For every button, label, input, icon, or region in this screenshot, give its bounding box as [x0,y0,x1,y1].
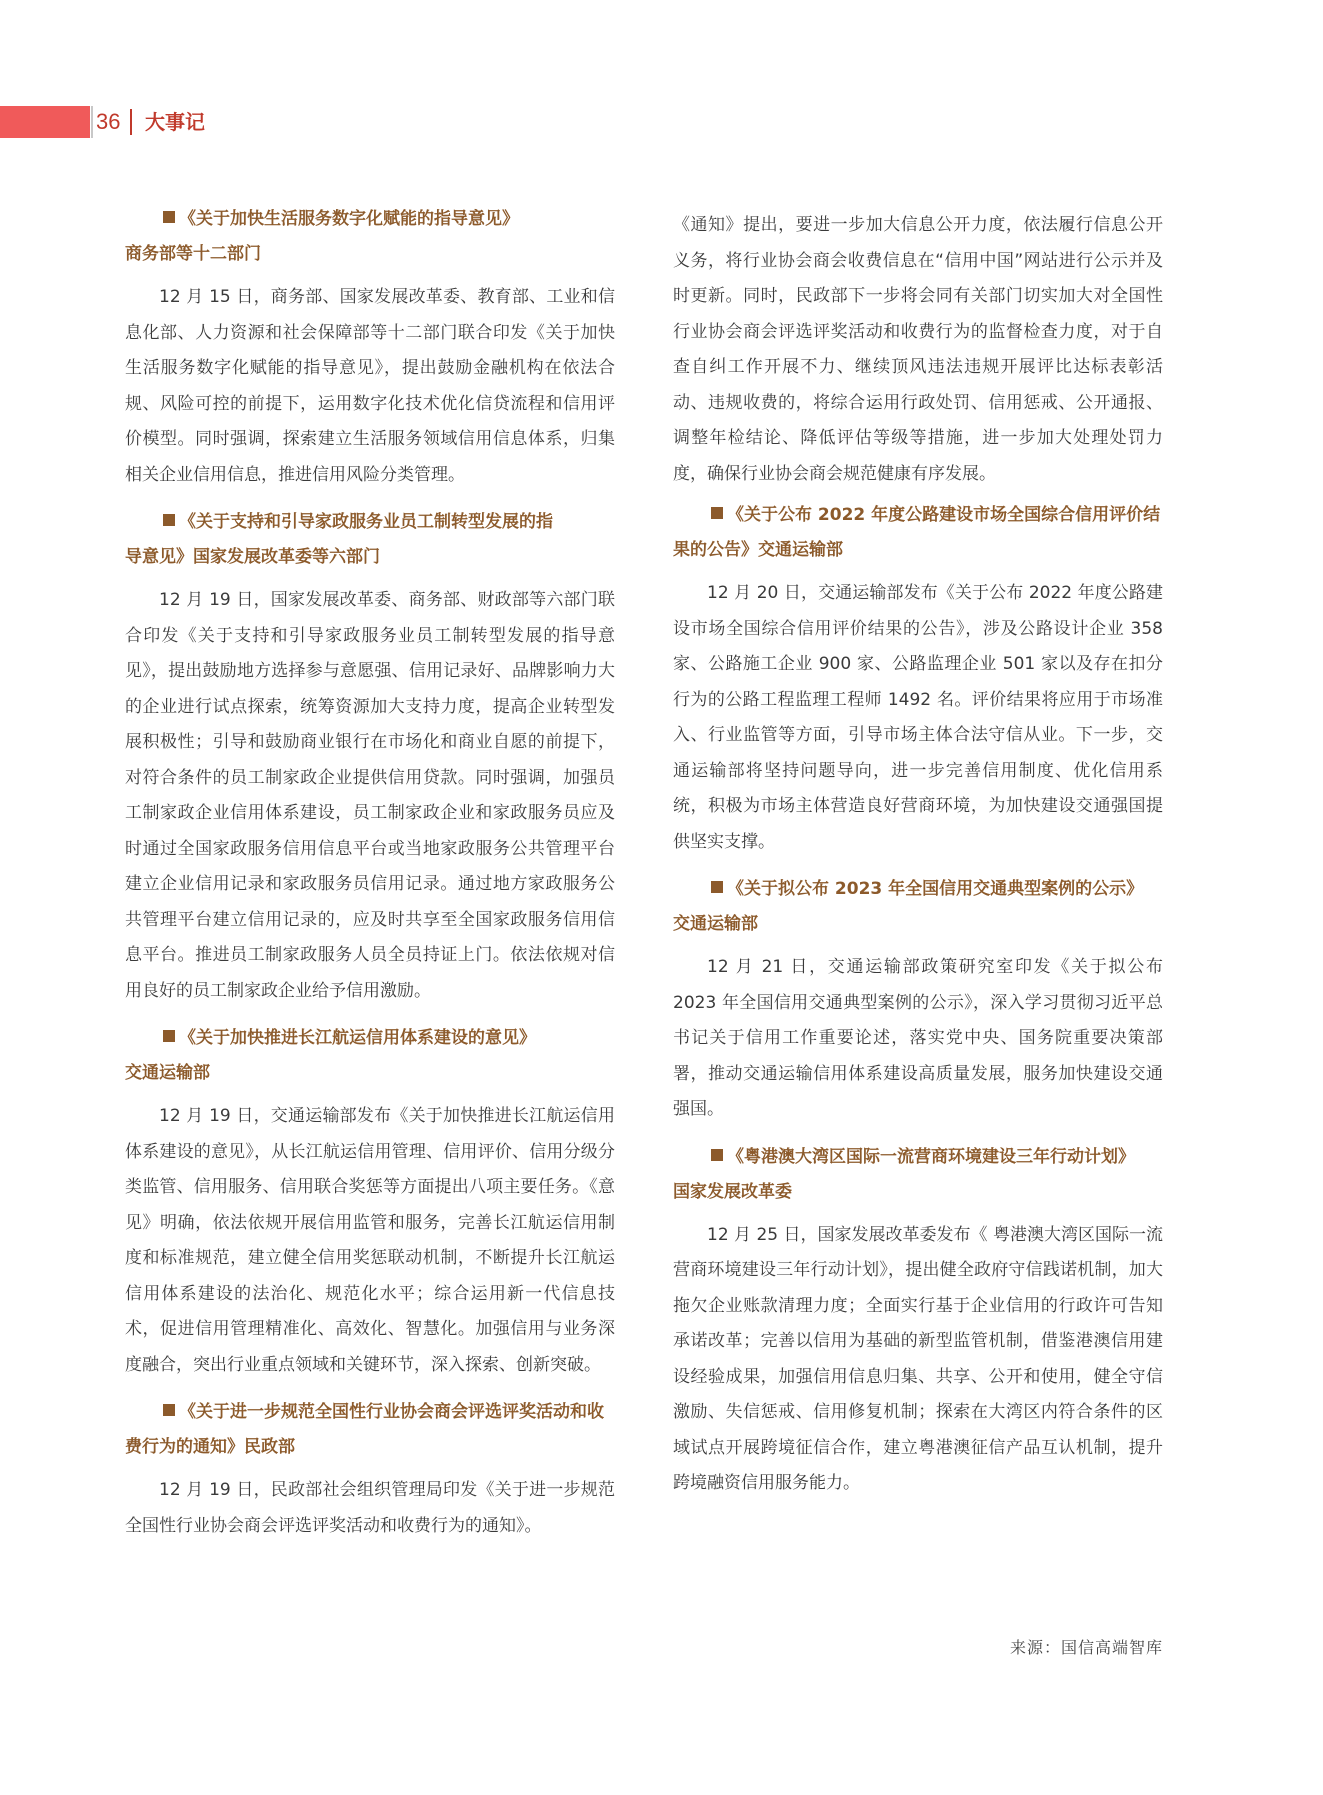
left-column [125,202,615,1556]
item-body: 12 月 19 日，交通运输部发布《关于加快推进长江航运信用体系建设的意见》，从长江航运信用管理、信用评价、信用分级分类监管、信用服务、信用联合奖惩等方面提出八项主要任务。《意见》明确，依法依规开展信用监管和服务，完善长江航运信用制度和标准规范，建立健全信用奖惩联动机制，不断提升长江航运信用体系建设的法治化、规范化水平；综合运用新一代信息技术，促进信用管理精准化、高效化、智慧化。加强信用与业务深度融合，突出行业重点领域和关键环节，深入探索、创新突破。 [125,1106,615,1375]
section-title: 大事记 [145,110,205,134]
news-item [125,505,615,1009]
item-title: 《关于加快推进长江航运信用体系建设的意见》 [125,1021,615,1056]
news-item [125,202,615,493]
item-title: 《关于进一步规范全国性行业协会商会评选评奖活动和收费行为的通知》民政部 [125,1402,604,1457]
news-item [673,498,1163,860]
bullet-square-icon [711,881,723,893]
continued-body: 《通知》提出，要进一步加大信息公开力度，依法履行信息公开义务，将行业协会商会收费信息在“信用中国”网站进行公示并及时更新。同时，民政部下一步将会同有关部门切实加大对全国性行业协会商会评选评奖活动和收费行为的监督检查力度，对于自查自纠工作开展不力、继续顶风违法违规开展评比达标表彰活动、违规收费的，将综合运用行政处罚、信用惩戒、公开通报、调整年检结论、降低评估等级等措施，进一步加大处理处罚力度，确保行业协会商会规范健康有序发展。 [673,215,1163,484]
item-body: 12 月 15 日，商务部、国家发展改革委、教育部、工业和信息化部、人力资源和社会保障部等十二部门联合印发《关于加快生活服务数字化赋能的指导意见》，提出鼓励金融机构在依法合规、风险可控的前提下，运用数字化技术优化信贷流程和信用评价模型。同时强调，探索建立生活服务领域信用信息体系，归集相关企业信用信息，推进信用风险分类管理。 [125,287,615,485]
item-body: 12 月 25 日，国家发展改革委发布《 粤港澳大湾区国际一流营商环境建设三年行动计划》，提出健全政府守信践诺机制，加大拖欠企业账款清理力度；全面实行基于企业信用的行政许可告知承诺改革；完善以信用为基础的新型监管机制，借鉴港澳信用建设经验成果，加强信用信息归集、共享、公开和使用，健全守信激励、失信惩戒、信用修复机制；探索在大湾区内符合条件的区域试点开展跨境征信合作，建立粤港澳征信产品互认机制，提升跨境融资信用服务能力。 [673,1224,1163,1493]
item-org: 交通运输部 [673,914,758,934]
news-item [673,872,1163,1128]
right-column [673,208,1163,1514]
bullet-square-icon [163,514,175,526]
item-body: 12 月 20 日，交通运输部发布《关于公布 2022 年度公路建设市场全国综合信用评价结果的公告》，涉及公路设计企业 358 家、公路施工企业 900 家、公路监理企业 501 家以及存在扣分行为的公路工程监理工程师 1492 名。评价结果将应用于市场准入、行业监管等方面，引导市场主体合法守信从业。下一步，交通运输部将坚持问题导向，进一步完善信用制度、优化信用系统，积极为市场主体营造良好营商环境，为加快建设交通强国提供坚实支撑。 [673,583,1163,852]
item-org: 国家发展改革委 [673,1181,792,1202]
item-org: 交通运输部 [758,540,843,560]
header-divider [91,106,93,138]
bullet-square-icon [163,1030,175,1042]
item-title: 《粤港澳大湾区国际一流营商环境建设三年行动计划》 [673,1140,1163,1175]
bullet-square-icon [163,211,175,223]
item-org: 国家发展改革委等六部门 [193,547,380,567]
item-title: 《关于公布 2022 年度公路建设市场全国综合信用评价结果的公告》交通运输部 [673,505,1161,560]
header-accent-bar [0,106,90,138]
item-title: 《关于拟公布 2023 年全国信用交通典型案例的公示》 [673,872,1163,907]
page-number: 36 [96,109,121,134]
news-item [125,1021,615,1383]
source-credit: 来源：国信高端智库 [1009,1638,1163,1657]
item-title: 《关于支持和引导家政服务业员工制转型发展的指导意见》国家发展改革委等六部门 [125,512,553,567]
item-org: 民政部 [244,1437,295,1457]
bullet-square-icon [711,1149,723,1161]
section-divider [130,109,132,135]
item-org: 交通运输部 [125,1063,210,1083]
news-item [673,1140,1163,1502]
item-org: 商务部等十二部门 [125,244,261,264]
item-body: 12 月 21 日，交通运输部政策研究室印发《关于拟公布 2023 年全国信用交通典型案例的公示》，深入学习贯彻习近平总书记关于信用工作重要论述，落实党中央、国务院重要决策部署，推动交通运输信用体系建设高质量发展，服务加快建设交通强国。 [673,957,1163,1119]
bullet-square-icon [163,1404,175,1416]
news-item [125,1395,615,1544]
bullet-square-icon [711,507,723,519]
item-body: 12 月 19 日，民政部社会组织管理局印发《关于进一步规范全国性行业协会商会评选评奖活动和收费行为的通知》。 [125,1480,615,1536]
item-title: 《关于加快生活服务数字化赋能的指导意见》 [125,202,615,237]
item-body: 12 月 19 日，国家发展改革委、商务部、财政部等六部门联合印发《关于支持和引导家政服务业员工制转型发展的指导意见》，提出鼓励地方选择参与意愿强、信用记录好、品牌影响力大的企业进行试点探索，统筹资源加大支持力度，提高企业转型发展积极性；引导和鼓励商业银行在市场化和商业自愿的前提下，对符合条件的员工制家政企业提供信用贷款。同时强调，加强员工制家政企业信用体系建设，员工制家政企业和家政服务员应及时通过全国家政服务信用信息平台或当地家政服务公共管理平台建立企业信用记录和家政服务员信用记录。通过地方家政服务公共管理平台建立信用记录的，应及时共享至全国家政服务信用信息平台。推进员工制家政服务人员全员持证上门。依法依规对信用良好的员工制家政企业给予信用激励。 [125,590,615,1001]
